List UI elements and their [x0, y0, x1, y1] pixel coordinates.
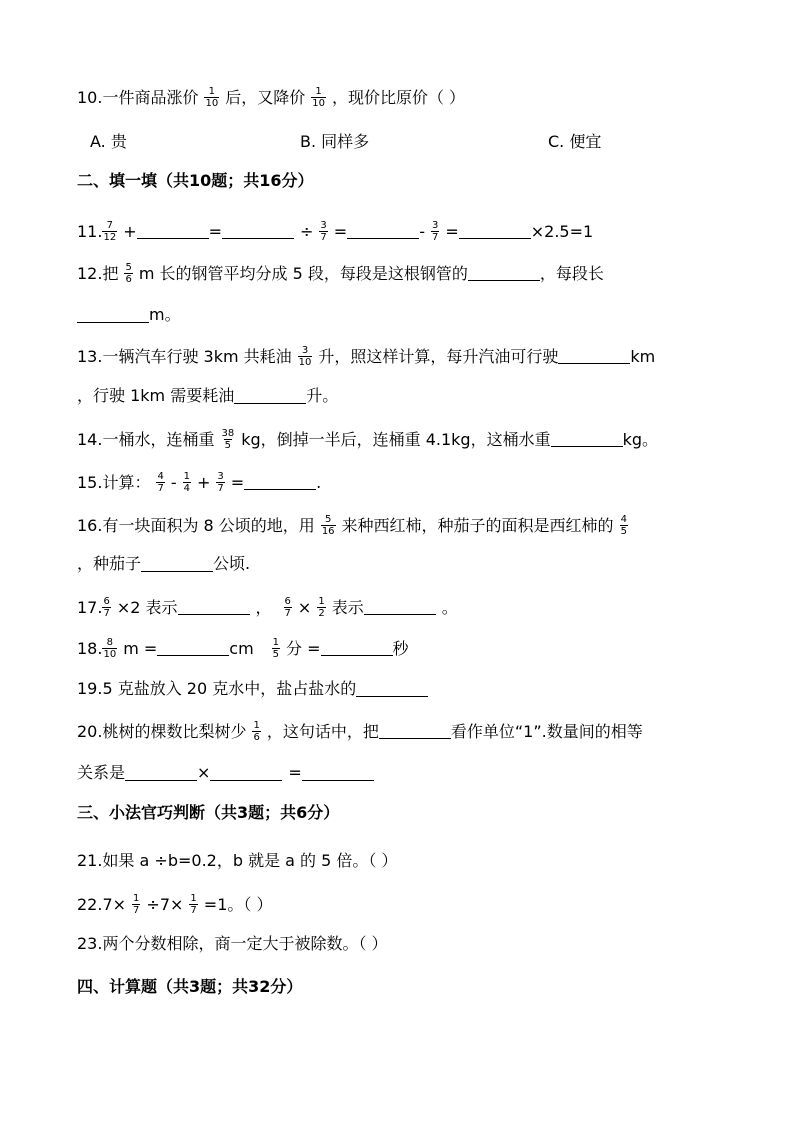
question-11: 11. $\frac{7}{12}$ + = ÷ $\frac{3}{7}$ = - $\frac{3}{7}$ = ×2.5=1	[77, 220, 594, 243]
q10-option-a: A. 贵	[90, 132, 127, 151]
q10-option-b: B. 同样多	[300, 132, 370, 151]
fraction: $\frac{4}{7}$	[157, 471, 164, 494]
fraction: $\frac{1}{7}$	[133, 893, 140, 916]
question-21: 21.如果 a ÷b=0.2，b 就是 a 的 5 倍。（ ）	[77, 851, 398, 870]
question-19: 19.5 克盐放入 20 克水中，盐占盐水的	[77, 679, 428, 699]
question-10	[77, 86, 465, 109]
answer-blank[interactable]	[77, 308, 149, 323]
fraction: $\frac{6}{7}$	[103, 596, 110, 619]
answer-blank[interactable]	[551, 432, 623, 447]
question-16-cont: ，种茄子 公顷.	[77, 554, 251, 573]
section-3-heading: 三、小法官巧判断（共3题；共6分）	[77, 803, 340, 822]
fraction: $\frac{8}{10}$	[103, 637, 117, 660]
answer-blank[interactable]	[379, 724, 451, 739]
fraction: $\frac{1}{7}$	[190, 893, 197, 916]
question-22: 22.7× $\frac{1}{7}$ ÷7× $\frac{1}{7}$ =1。（ ）	[77, 893, 273, 916]
q10-text-b: 后，又降价	[225, 87, 306, 107]
fraction: $\frac{1}{4}$	[183, 471, 190, 494]
answer-blank[interactable]	[137, 224, 209, 239]
answer-blank[interactable]	[125, 766, 197, 781]
fraction: $\frac{4}{5}$	[620, 514, 627, 537]
answer-blank[interactable]	[222, 224, 294, 239]
answer-blank[interactable]	[459, 224, 531, 239]
fraction: $\frac{3}{7}$	[431, 220, 439, 243]
fraction: $\frac{5}{16}$	[321, 514, 335, 537]
answer-blank[interactable]	[364, 600, 436, 615]
answer-blank[interactable]	[234, 389, 306, 404]
fraction: $\frac{3}{7}$	[320, 220, 327, 243]
section-2-heading: 二、填一填（共10题；共16分）	[77, 171, 314, 190]
question-13-cont: ，行驶 1km 需要耗油 升。	[77, 386, 339, 405]
fraction: $\frac{7}{12}$	[103, 220, 117, 243]
q10-text-a: 10.一件商品涨价	[77, 87, 199, 107]
answer-blank[interactable]	[141, 557, 213, 572]
fraction: $\frac{6}{7}$	[284, 596, 291, 619]
question-12: 12.把 $\frac{5}{6}$ m 长的钢管平均分成 5 段，每段是这根钢管的 ，每段长	[77, 262, 604, 285]
section-4-heading: 四、计算题（共3题；共32分）	[77, 977, 303, 996]
question-16: 16.有一块面积为 8 公顷的地，用 $\frac{5}{16}$ 来种西红柿，种茄子的面积是西红柿的 $\frac{4}{5}$	[77, 514, 627, 537]
answer-blank[interactable]	[468, 266, 540, 281]
q10-option-c: C. 便宜	[548, 132, 602, 151]
question-20-cont: 关系是 × =	[77, 763, 374, 783]
answer-blank[interactable]	[302, 766, 374, 781]
fraction: $\frac{1}{10}$	[205, 86, 219, 109]
question-20: 20.桃树的棵数比梨树少 $\frac{1}{6}$ ，这句话中，把 看作单位“1”.数量间的相等	[77, 720, 643, 743]
answer-blank[interactable]	[178, 600, 250, 615]
fraction: $\frac{3}{7}$	[217, 471, 224, 494]
question-18: 18. $\frac{8}{10}$ m = cm $\frac{1}{5}$ 分 = 秒	[77, 637, 409, 660]
q10-text-c: ，现价比原价（ ）	[331, 87, 466, 107]
answer-blank[interactable]	[558, 349, 630, 364]
fraction: $\frac{38}{5}$	[221, 428, 235, 451]
fraction: $\frac{1}{10}$	[312, 86, 325, 109]
question-17: 17. $\frac{6}{7}$ ×2 表示 ， $\frac{6}{7}$ × $\frac{1}{2}$ 表示 。	[77, 596, 458, 619]
answer-blank[interactable]	[244, 475, 316, 490]
answer-blank[interactable]	[210, 766, 282, 781]
answer-blank[interactable]	[157, 641, 229, 656]
question-12-cont: m。	[77, 305, 181, 325]
question-23: 23.两个分数相除，商一定大于被除数。（ ）	[77, 934, 388, 953]
question-14: 14.一桶水，连桶重 $\frac{38}{5}$ kg，倒掉一半后，连桶重 4.1kg，这桶水重 kg。	[77, 428, 659, 451]
answer-blank[interactable]	[347, 224, 419, 239]
question-15: 15.计算： $\frac{4}{7}$ - $\frac{1}{4}$ + $\frac{3}{7}$ = .	[77, 471, 322, 494]
fraction: $\frac{1}{2}$	[318, 596, 325, 619]
answer-blank[interactable]	[321, 641, 393, 656]
fraction: $\frac{1}{5}$	[272, 637, 280, 660]
fraction: $\frac{1}{6}$	[253, 720, 260, 743]
fraction: $\frac{3}{10}$	[298, 345, 312, 368]
fraction: $\frac{5}{6}$	[125, 262, 132, 285]
question-13: 13.一辆汽车行驶 3km 共耗油 $\frac{3}{10}$ 升，照这样计算，每升汽油可行驶 km	[77, 345, 656, 368]
answer-blank[interactable]	[356, 682, 428, 697]
